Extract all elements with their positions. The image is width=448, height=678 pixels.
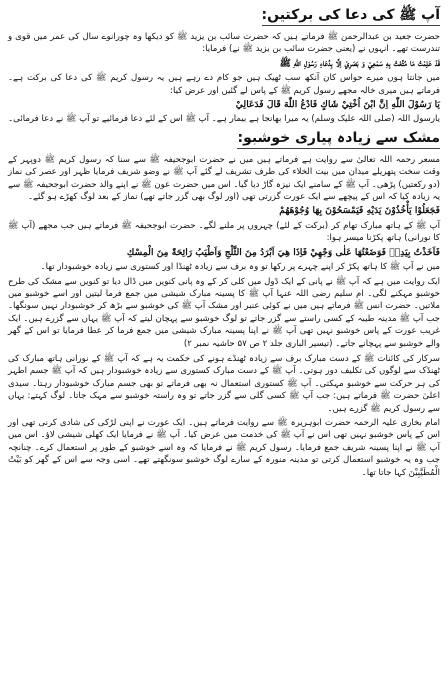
arabic-text: فَاَخَذْتُ بِيَدِهٖ فَوَضَعْتُهَا عَلٰى وَجْهِيْ فَاِذَا هِيَ اَبْرَدُ مِنَ الثَّلْجِ وَاَطْيَبُ رَائِحَةً مِنَ الْمِسْكِ xyxy=(126,246,440,258)
arabic-text: فَجَعَلُوْا يَأْخُذُوْنَ يَدَيْهِ فَيَمْسَحُوْنَ بِهَا وُجُوْهَهُمْ xyxy=(279,205,440,217)
arabic-text: يَا رَسُوْلَ اللّٰهِ اِنَّ ابْنَ اُخْتِيْ شَاكٍ فَادْعُ اللّٰهَ قَالَ فَدَعَالِيْ xyxy=(235,99,440,111)
paragraph: میں جانتا ہوں میرے حواس کان آنکھ سب ٹھیک ہیں جو کام دے رہے ہیں یہ رسول کریم ﷺ کی دعا کی برکت ہے۔ فرماتے ہیں میری خالہ مجھے رسول کریم ﷺ کے پاس لے گئیں اور عرض کیا: xyxy=(8,73,440,96)
paragraph: سرکار کی کائنات ﷺ کے دست مبارک برف سے زیادہ ٹھنڈے ہونے کی حکمت یہ ہے کہ آپ ﷺ کے نورانی ہاتھ مبارک کی ٹھنڈک سے لوگوں کی تکلیف دور ہوتی۔ آپ ﷺ کے دست مبارک کستوری سے زیادہ خوشبودار ہیں کہ آپ ﷺ جسم اطہر کی ہر حرکت سے خوشبو مہکتی۔ آپ ﷺ کستوری استعمال نہ بھی فرماتے تو بھی جسم مبارک خوشبودار رہتا۔ سیدی اعلیٰ حضرت ﷺ فرماتے ہیں: جب آپ ﷺ کسی گلی سے گزر جاتے تو وہ راستہ خوشبو سے مہک جاتا۔ لوگ کہتے: یہاں سے رسول کریم ﷺ گزرے ہیں۔ xyxy=(8,353,440,414)
paragraph: یارسول اللہ (صلی اللہ علیک وسلم) یہ میرا بھانجا ہے بیمار ہے۔ آپ ﷺ اس کے لئے دعا فرمائیے تو آپ ﷺ نے دعا فرمائی۔ xyxy=(8,114,440,125)
paragraph: ایک روایت میں ہے کہ آپ ﷺ نے پانی کے ایک ڈول میں کلی کر کے وہ پانی کنویں میں ڈال دیا تو کنویں سے مشک کی طرح خوشبو مہکنے لگی۔ ام سلیم رضی اللہ عنہا آپ ﷺ کا پسینہ مبارک شیشی میں جمع فرما لیتیں اور اسے خوشبو میں ملاتیں۔ حضرت انس ﷺ فرماتے ہیں میں نے کوئی عنبر اور مشک آپ ﷺ کی خوشبو سے بڑھ کر خوشبودار نہیں سونگھا۔ جب آپ ﷺ مدینہ طیبہ کے کسی راستے سے گزر جاتے تو لوگ خوشبو سے پہچان لیتے کہ آپ ﷺ یہاں سے گزرے ہیں۔ ایک غریب عورت کے پاس خوشبو نہیں تھی آپ ﷺ نے اپنا پسینہ مبارک شیشی میں جمع فرما کر عطا فرمایا تو اس کے گھر والے خوشبو سے پہچانے جاتے۔ (تیسیر الباری جلد ۲ ص ۵۷ حاشیہ نمبر ۲) xyxy=(8,276,440,349)
paragraph: امام بخاری علیہ الرحمہ حضرت ابوہریرہ ﷺ سے روایت فرماتے ہیں۔ ایک عورت نے اپنی لڑکی کی شادی کرنی تھی اور اس کے پاس خوشبو نہیں تھی اس نے آپ ﷺ کی خدمت میں عرض کیا۔ آپ ﷺ نے فرمایا ایک کھلی شیشی لاؤ۔ اس میں آپ ﷺ نے اپنا پسینہ شریف جمع فرمایا۔ رسول کریم ﷺ نے فرمایا کہ وہ اسے خوشبو کے طور پر استعمال کرے۔ چنانچہ جب وہ یہ خوشبو استعمال کرتی تو مدینہ منورہ کے سارے لوگ خوشبو سونگھتے تھے۔ اسی وجہ سے اس کے گھر کو بَيْتُ الْمُطَيَّبِيْنَ کہا جاتا تھا۔ xyxy=(8,417,440,478)
section-commentary xyxy=(8,353,440,479)
section-fragrance xyxy=(8,129,440,350)
section-heading: مشک سے زیادہ پیاری خوشبو: xyxy=(237,129,440,149)
paragraph: حضرت جعید بن عبدالرحمن ﷺ فرماتے ہیں کہ حضرت سائب بن یزید ﷺ کو دیکھا وہ چورانوے سال کی عمر میں قوی و تندرست تھے۔ انہوں نے (یعنی حضرت سائب بن یزید ﷺ نے) فرمایا: xyxy=(8,32,440,55)
paragraph: میں نے آپ ﷺ کا ہاتھ پکڑ کر اپنے چہرے پر رکھا تو وہ برف سے زیادہ ٹھنڈا اور کستوری سے زیادہ خوشبودار تھا۔ xyxy=(40,262,440,273)
paragraph: آپ ﷺ کے ہاتھ مبارک تھام کر (برکت کے لئے) چہروں پر ملنے لگے۔ حضرت ابوجحیفہ ﷺ فرماتے ہیں جب مجھے (آپ ﷺ کا نورانی) ہاتھ پکڑنا میسر ہوا: xyxy=(8,220,440,244)
section-dua-blessings xyxy=(8,6,440,126)
paragraph: مسعر رحمہ اللہ تعالیٰ سے روایت ہے فرماتے ہیں میں نے حضرت ابوجحیفہ ﷺ سے سنا کہ رسول کریم ﷺ دوپہر کے وقت سخت پتھریلے میدان میں بیت الخلاء کی طرف تشریف لے گئے آپ ﷺ نے وضو شریف فرمایا ظہر اور عصر کی نماز (دو رکعتیں) پڑھی۔ آپ ﷺ کے سامنے ایک نیزہ گاڑ دیا گیا۔ اس میں حضرت عون ﷺ نے اپنے والد حضرت ابوجحیفہ ﷺ سے یہ زیادہ کیا کہ اس کے پیچھے سے ایک عورت گزرتی تھی (اور لوگ بھی گزر جاتے تھے) نماز کے بعد لوگ کھڑے ہو گئے۔ xyxy=(8,154,440,203)
arabic-text: قَدْ عَلِمْتُ مَا مُتِّعْتُ بِهِ سَمْعِيْ وَ بَصَرِيْ اِلَّا بِدُعَاءِ رَسُوْلِ اللّٰهِ ﷺ xyxy=(279,57,440,69)
section-heading: آپ ﷺ کی دعا کی برکتیں: xyxy=(262,6,441,26)
